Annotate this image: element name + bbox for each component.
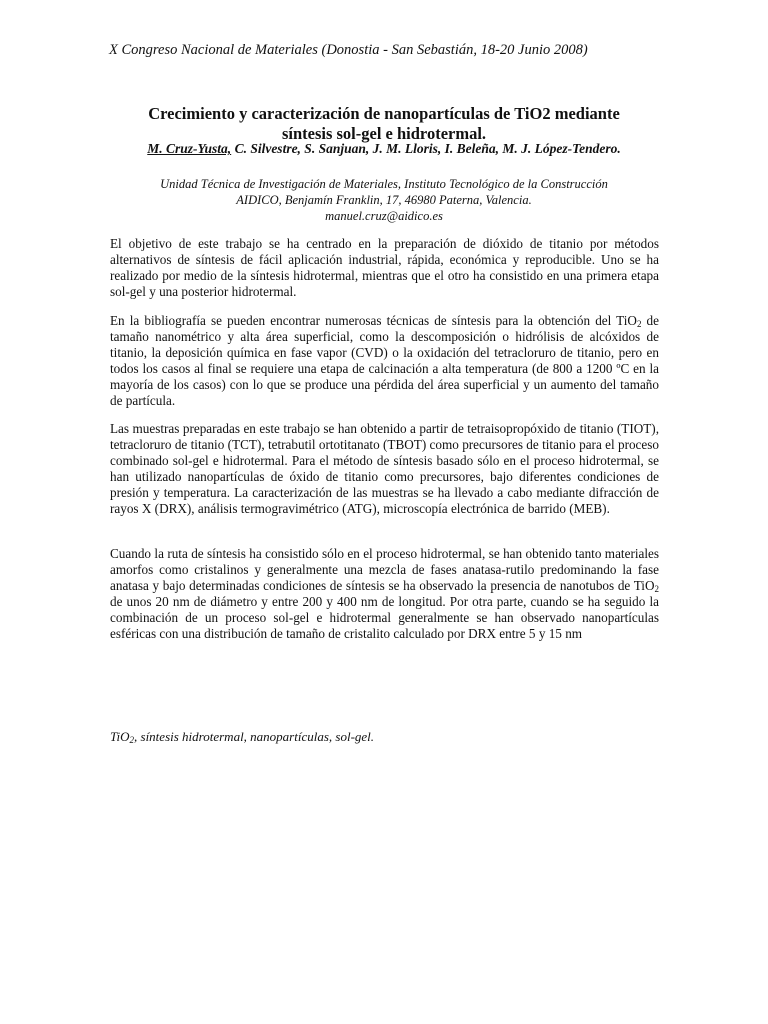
keyword-text: TiO <box>110 729 130 744</box>
paragraph-results <box>110 546 659 643</box>
title-line-2: síntesis sol-gel e hidrotermal. <box>281 124 487 143</box>
paragraph-text: de tamaño nanométrico y alta área superficial, como la descomposición o hidrólisis de alcóxidos de titanio, la deposición química en fase vapor (CVD) o la oxidación del tetracloruro de titanio, pero en todos los casos al final se requiere una etapa de calcinación a alta temperatura (de 800 a 1200 ºC en la mayoría de los casos) con lo que se produce una pérdida del área superficial y un aumento del tamaño de partícula. <box>110 313 659 409</box>
affiliation <box>100 176 668 224</box>
affiliation-line-1: Unidad Técnica de Investigación de Materiales, Instituto Tecnológico de la Construcción <box>160 177 608 191</box>
subscript: 2 <box>129 735 135 745</box>
paragraph-samples: Las muestras preparadas en este trabajo se han obtenido a partir de tetraisopropóxido de titanio (TIOT), tetracloruro de titanio (TCT), tetrabutil ortotitanato (TBOT) como precursores de titanio para el proceso combinado sol-gel e hidrotermal. Para el método de síntesis basado sólo en el proceso hidrotermal, se han utilizado nanopartículas de óxido de titanio como precursores, bajo diferentes condiciones de presión y temperatura. La caracterización de las muestras se ha llevado a cabo mediante difracción de rayos X (DRX), análisis termogravimétrico (ATG), microscopía electrónica de barrido (MEB). <box>110 421 659 517</box>
keywords <box>110 729 374 745</box>
paragraph-text: de unos 20 nm de diámetro y entre 200 y 400 nm de longitud. Por otra parte, cuando se ha seguido la combinación de un proceso sol-gel e hidrotermal generalmente se han observado nanopartículas esféricas con una distribución de tamaño de cristalito calculado por DRX entre 5 y 15 nm <box>110 594 659 642</box>
paragraph-text: En la bibliografía se pueden encontrar numerosas técnicas de síntesis para la obtención del TiO <box>110 313 637 328</box>
paragraph-bibliography <box>110 313 659 410</box>
first-author: M. Cruz-Yusta, <box>147 141 232 156</box>
author-list <box>100 141 668 157</box>
co-authors: C. Silvestre, S. Sanjuan, J. M. Lloris, I. Beleña, M. J. López-Tendero. <box>231 141 621 156</box>
paragraph-objective: El objetivo de este trabajo se ha centrado en la preparación de dióxido de titanio por métodos alternativos de síntesis de fácil aplicación industrial, rápida, económica y reproducible. Uno se ha realizado por medio de la síntesis hidrotermal, mientras que el otro ha consistido en una primera etapa sol-gel y una posterior hidrotermal. <box>110 236 659 300</box>
keyword-text: , síntesis hidrotermal, nanopartículas, sol-gel. <box>134 729 375 744</box>
title-line-1: Crecimiento y caracterización de nanopartículas de TiO2 mediante <box>148 104 620 123</box>
conference-header: X Congreso Nacional de Materiales (Donostia - San Sebastián, 18-20 Junio 2008) <box>109 42 588 58</box>
paper-title <box>100 104 668 144</box>
affiliation-line-2: AIDICO, Benjamín Franklin, 17, 46980 Paterna, Valencia. <box>236 193 532 207</box>
contact-email: manuel.cruz@aidico.es <box>325 209 443 223</box>
subscript: 2 <box>654 584 659 595</box>
subscript: 2 <box>636 319 642 329</box>
paragraph-text: Cuando la ruta de síntesis ha consistido sólo en el proceso hidrotermal, se han obtenido tanto materiales amorfos como cristalinos y generalmente una mezcla de fases anatasa-rutilo predominando la fase anatasa y bajo determinadas condiciones de síntesis se ha observado la presencia de nanotubos de TiO <box>110 546 659 594</box>
